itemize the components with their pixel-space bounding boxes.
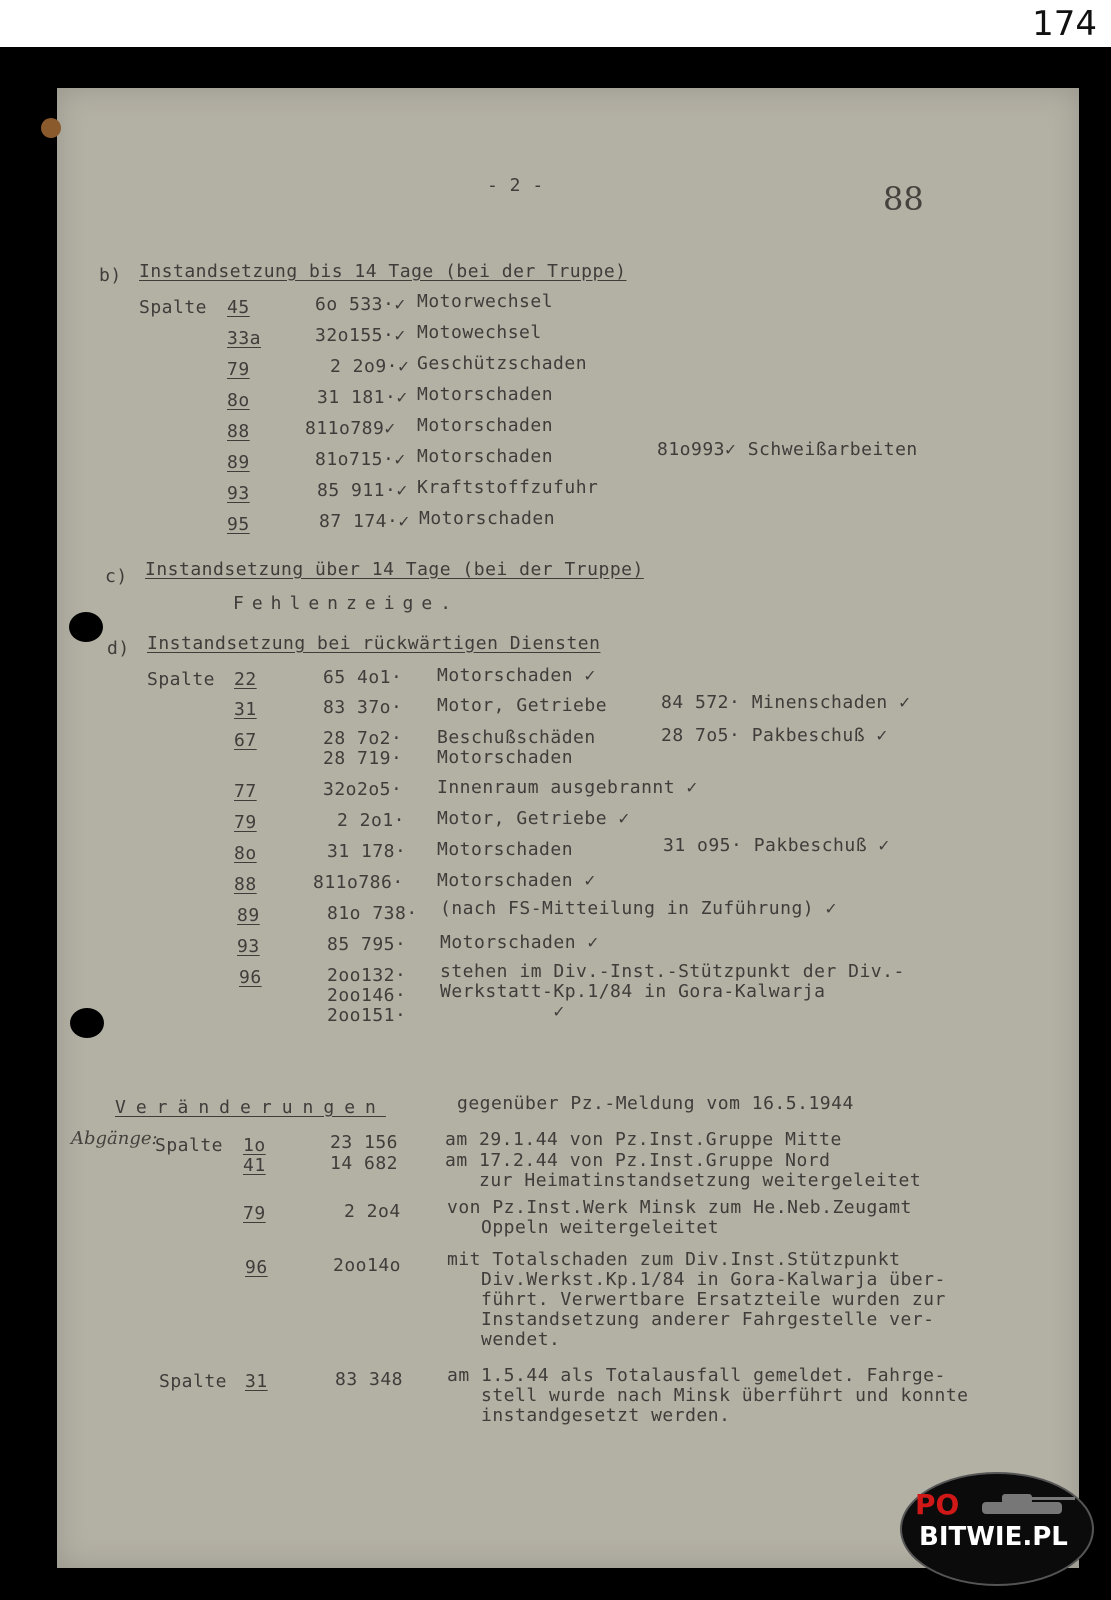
section-d-desc: Motorschaden ✓ (440, 932, 599, 953)
changes-col: 31 (245, 1371, 268, 1392)
top-margin (0, 0, 1111, 47)
changes-heading-rest: gegenüber Pz.-Meldung vom 16.5.1944 (457, 1093, 854, 1114)
section-d-col: 79 (234, 812, 257, 833)
section-b-desc: Motorschaden (417, 446, 554, 467)
changes-num: 83 348 (335, 1369, 404, 1390)
changes-desc: am 29.1.44 von Pz.Inst.Gruppe Mitte (445, 1129, 842, 1150)
logo-po-text: PO (915, 1488, 960, 1521)
section-d-desc: Motorschaden (437, 839, 574, 860)
changes-col: 79 (243, 1203, 266, 1224)
section-d-desc: Motorschaden ✓ (437, 870, 596, 891)
section-d-col: 22 (234, 669, 257, 690)
section-b-col: 45 (227, 297, 250, 318)
section-b-extra: 81o993✓ Schweißarbeiten (657, 439, 918, 460)
section-d-num: 28 7o2· 28 719· (323, 728, 403, 769)
handwritten-abgaenge: Abgänge: (71, 1128, 158, 1149)
section-d-desc: Motor, Getriebe ✓ (437, 808, 630, 829)
section-b-desc: Motorschaden (417, 415, 554, 436)
section-d-col: 89 (237, 905, 260, 926)
section-b-desc: Motorschaden (419, 508, 556, 529)
section-b-num: 85 911·✓ (317, 480, 408, 501)
changes-spalte-2: Spalte (159, 1371, 228, 1392)
changes-num: 23 156 (330, 1132, 399, 1153)
section-b-desc: Geschützschaden (417, 353, 588, 374)
logo-bitwie-text: BITWIE.PL (919, 1522, 1068, 1552)
section-b-spalte: Spalte (139, 297, 208, 318)
changes-desc: am 1.5.44 als Totalausfall gemeldet. Fahrge- stell wurde nach Minsk überführt und konnte instandgesetzt werden. (447, 1365, 969, 1426)
section-d-num: 811o786· (313, 872, 404, 893)
changes-col: 1o (243, 1135, 266, 1156)
changes-desc: von Pz.Inst.Werk Minsk zum He.Neb.Zeugamt Oppeln weitergeleitet (447, 1197, 912, 1238)
section-d-desc: Innenraum ausgebrannt ✓ (437, 777, 698, 798)
changes-col: 41 (243, 1155, 266, 1176)
section-b-num: 31 181·✓ (317, 387, 408, 408)
changes-col: 96 (245, 1257, 268, 1278)
section-b-heading: Instandsetzung bis 14 Tage (bei der Truppe) (139, 261, 627, 282)
section-d-num: 2oo132· 2oo146· 2oo151· (327, 965, 407, 1026)
rust-stain (41, 118, 61, 138)
pobitwie-logo (900, 1472, 1094, 1586)
changes-spalte: Spalte (155, 1135, 224, 1156)
section-b-col: 93 (227, 483, 250, 504)
section-d-desc: Beschußschäden Motorschaden (437, 727, 596, 768)
section-d-col: 93 (237, 936, 260, 957)
section-c-heading: Instandsetzung über 14 Tage (bei der Truppe) (145, 559, 644, 580)
section-d-col: 8o (234, 843, 257, 864)
section-b-col: 95 (227, 514, 250, 535)
section-d-col: 77 (234, 781, 257, 802)
folio-number: 88 (883, 180, 924, 218)
section-d-extra: 31 o95· Pakbeschuß ✓ (663, 835, 890, 856)
section-d-num: 83 37o· (323, 697, 403, 718)
section-d-col: 88 (234, 874, 257, 895)
section-b-letter: b) (99, 265, 122, 286)
section-d-num: 81o 738· (327, 903, 418, 924)
section-b-col: 79 (227, 359, 250, 380)
page-number: 174 (1032, 4, 1097, 44)
section-b-desc: Kraftstoffzufuhr (417, 477, 599, 498)
section-b-desc: Motowechsel (417, 322, 542, 343)
section-d-desc: stehen im Div.-Inst.-Stützpunkt der Div.- Werkstatt-Kp.1/84 in Gora-Kalwarja ✓ (440, 961, 905, 1022)
section-b-num: 87 174·✓ (319, 511, 410, 532)
section-b-num: 2 2o9·✓ (330, 356, 410, 377)
section-b-desc: Motorwechsel (417, 291, 554, 312)
section-d-heading: Instandsetzung bei rückwärtigen Diensten (147, 633, 601, 654)
section-d-spalte: Spalte (147, 669, 216, 690)
section-d-desc: Motorschaden ✓ (437, 665, 596, 686)
section-d-desc: Motor, Getriebe (437, 695, 608, 716)
section-d-num: 65 4o1· (323, 667, 403, 688)
tank-silhouette-icon (962, 1484, 1082, 1524)
section-b-desc: Motorschaden (417, 384, 554, 405)
section-d-extra: 84 572· Minenschaden ✓ (661, 692, 911, 713)
section-b-num: 32o155·✓ (315, 325, 406, 346)
section-d-num: 85 795· (327, 934, 407, 955)
changes-num: 2oo14o (333, 1255, 402, 1276)
section-d-col: 67 (234, 730, 257, 751)
changes-desc: mit Totalschaden zum Div.Inst.Stützpunkt Div.Werkst.Kp.1/84 in Gora-Kalwarja über- führt. Verwertbare Ersatzteile wurden zur Instandsetzung anderer Fahrgestelle ver- wendet. (447, 1249, 946, 1350)
section-b-col: 89 (227, 452, 250, 473)
section-d-col: 31 (234, 699, 257, 720)
page-mark: - 2 - (487, 175, 544, 196)
punch-hole-bottom (70, 1008, 104, 1038)
section-b-num: 811o789✓ (305, 418, 396, 439)
changes-num: 14 682 (330, 1153, 399, 1174)
section-b-col: 88 (227, 421, 250, 442)
section-d-extra: 28 7o5· Pakbeschuß ✓ (661, 725, 888, 746)
section-d-letter: d) (107, 638, 130, 659)
section-d-desc: (nach FS-Mitteilung in Zuführung) ✓ (440, 898, 837, 919)
section-d-col: 96 (239, 967, 262, 988)
section-d-num: 2 2o1· (337, 810, 406, 831)
section-b-col: 8o (227, 390, 250, 411)
section-d-num: 31 178· (327, 841, 407, 862)
section-c-note: Fehlenzeige. (233, 593, 460, 614)
section-d-num: 32o2o5· (323, 779, 403, 800)
changes-heading: Veränderungen (115, 1097, 386, 1118)
section-b-col: 33a (227, 328, 262, 349)
section-c-letter: c) (105, 566, 128, 587)
section-b-num: 81o715·✓ (315, 449, 406, 470)
changes-num: 2 2o4 (344, 1201, 401, 1222)
punch-hole-top (69, 612, 103, 642)
changes-desc: am 17.2.44 von Pz.Inst.Gruppe Nord zur Heimatinstandsetzung weitergeleitet (445, 1150, 922, 1191)
section-b-num: 6o 533·✓ (315, 294, 406, 315)
document-sheet (57, 88, 1079, 1568)
